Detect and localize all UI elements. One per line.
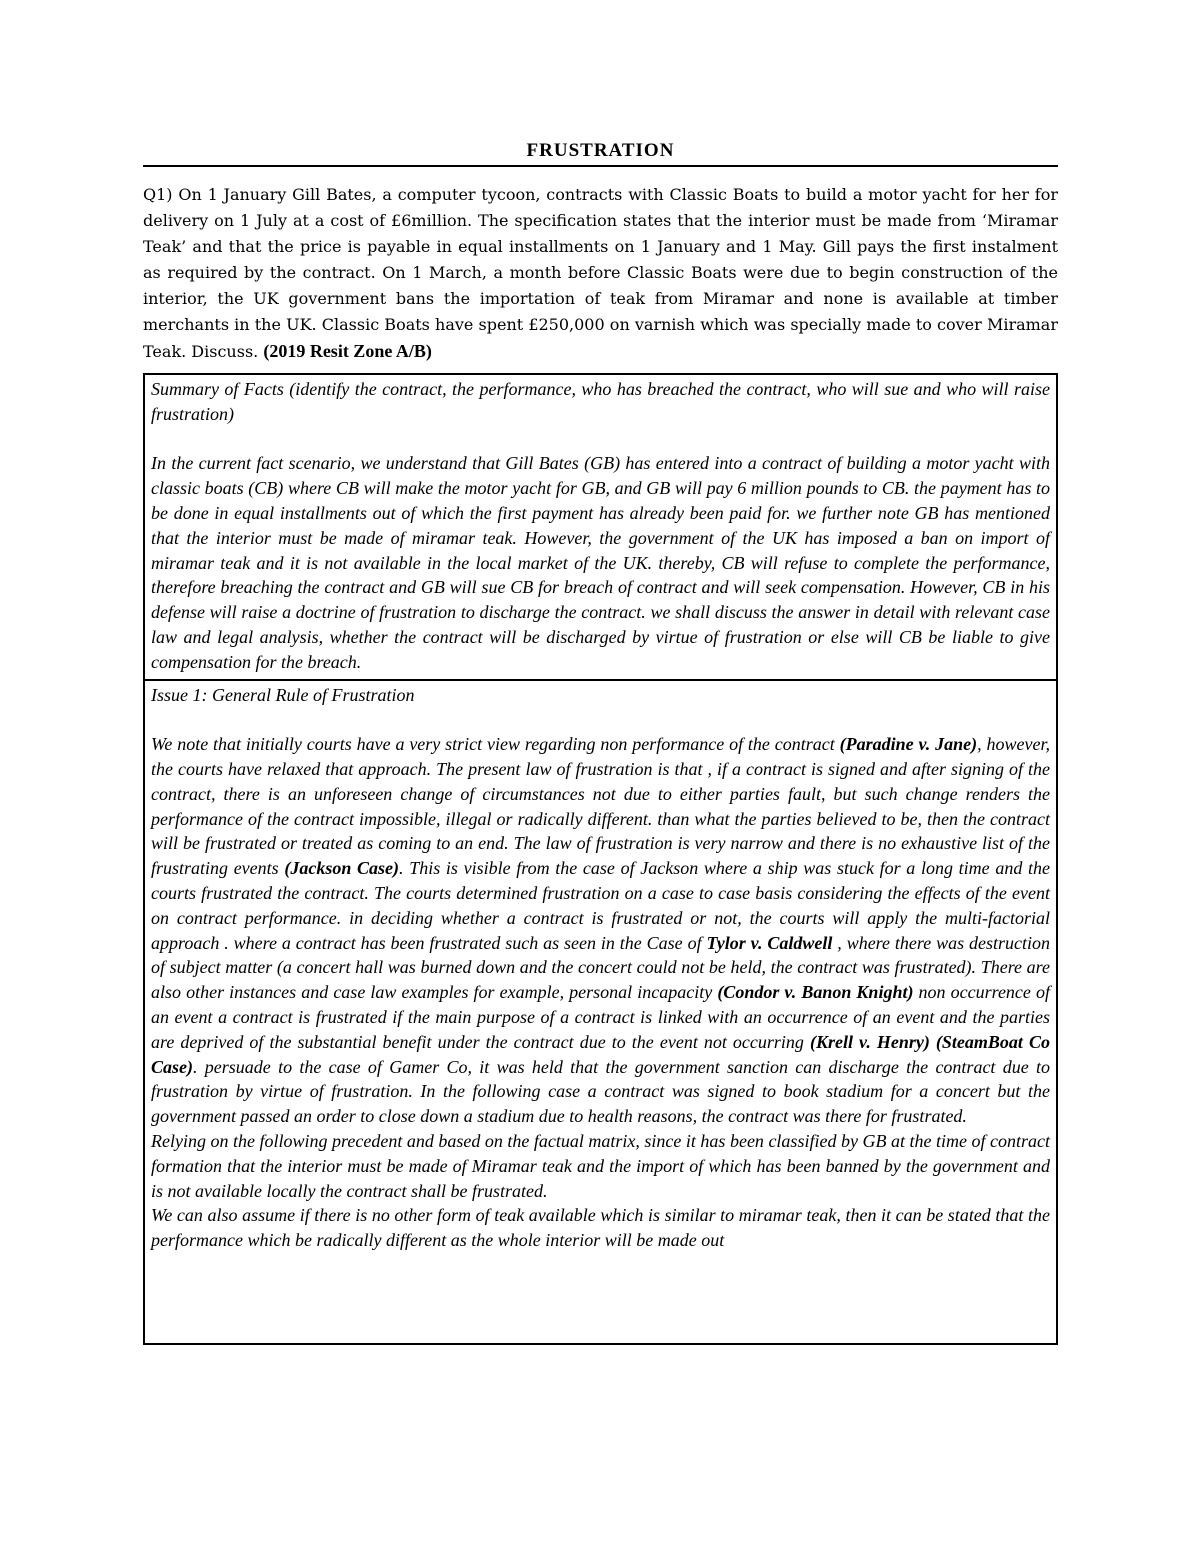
text-run: . This is visible from the case of Jackson where a ship was stuck for a long time and the courts frustrated the contract. The courts determined frustration on a case to case basis considering the effects of the event on contract performance. in deciding whether a contract is frustrated or not, the courts will apply the multi-factorial approach . where a contract has been frustrated such as seen in the Case of <box>151 858 1050 953</box>
question-text: Q1) On 1 January Gill Bates, a computer tycoon, contracts with Classic Boats to build a motor yacht for her for delivery on 1 July at a cost of £6million. The specification states that the interior must be made from ‘Miramar Teak’ and that the price is payable in equal installments on 1 January and 1 May. Gill pays the first instalment as required by the contract. On 1 March, a month before Classic Boats were due to begin construction of the interior, the UK government bans the importation of teak from Miramar and none is available at timber merchants in the UK. Classic Boats have spent £250,000 on varnish which was specially made to cover Miramar Teak. Discuss. <box>143 185 1058 361</box>
spacer <box>151 707 1050 732</box>
question-paragraph <box>143 182 1058 365</box>
issue-1-paragraph-2: Relying on the following precedent and based on the factual matrix, since it has been classified by GB at the time of contract formation that the interior must be made of Miramar teak and the import of which has been banned by the government and is not available locally the contract shall be frustrated. <box>151 1130 1050 1201</box>
question-reference: (2019 Resit Zone A/B) <box>263 341 432 361</box>
summary-of-facts-box <box>143 373 1058 681</box>
text-run: . persuade to the case of Gamer Co, it was held that the government sanction can discharge the contract due to frustration by virtue of frustration. In the following case a contract was signed to book stadium for a concert but the government passed an order to close down a stadium due to health reasons, the contract was there for frustrated. <box>151 1056 1050 1127</box>
issue-1-paragraph-1 <box>151 732 1050 1129</box>
summary-body: In the current fact scenario, we understand that Gill Bates (GB) has entered into a contract of building a motor yacht with classic boats (CB) where CB will make the motor yacht for GB, and GB will pay 6 million pounds to CB. the payment has to be done in equal installments out of which the first payment has already been paid for. we further note GB has mentioned that the interior must be made of miramar teak. However, the government of the UK has imposed a ban on import of miramar teak and it is not available in the local market of the UK. thereby, CB will refuse to complete the performance, therefore breaching the contract and GB will sue CB for breach of contract and will seek compensation. However, CB in his defense will raise a doctrine of frustration to discharge the contract. we shall discuss the answer in detail with relevant case law and legal analysis, whether the contract will be discharged by virtue of frustration or else will CB be liable to give compensation for the breach. <box>151 453 1050 672</box>
text-run: , however, the courts have relaxed that approach. The present law of frustration is that , if a contract is signed and after signing of the contract, there is an unforeseen change of circumstances not due to either parties fault, but such change renders the performance of the contract impossible, illegal or radically different. than what the parties believed to be, then the contract will be frustrated or treated as coming to an end. The law of frustration is very narrow and there is no exhaustive list of the frustrating events <box>151 734 1050 879</box>
case-citation: (Jackson Case) <box>284 858 400 879</box>
summary-heading: Summary of Facts (identify the contract, the performance, who has breached the contract, who will sue and who will raise frustration) <box>151 379 1050 424</box>
case-citation: (Krell v. Henry) (SteamBoat Co Case) <box>151 1031 1050 1077</box>
page-title: FRUSTRATION <box>143 140 1058 167</box>
text-run: non occurrence of an event a contract is frustrated if the main purpose of a contract is linked with an occurrence of an event and the parties are deprived of the substantial benefit under the contract due to the event not occurring <box>151 982 1050 1052</box>
case-citation: Tylor v. Caldwell <box>706 932 833 953</box>
text-run: , where there was destruction of subject matter (a concert hall was burned down and the concert could not be held, the contract was frustrated). There are also other instances and case law examples for example, personal incapacity <box>151 932 1050 1003</box>
text-run: We note that initially courts have a very strict view regarding non performance of the contract <box>151 734 840 755</box>
spacer <box>151 427 1050 452</box>
issue-1-paragraph-3: We can also assume if there is no other form of teak available which is similar to miramar teak, then it can be stated that the performance which be radically different as the whole interior will be made out <box>151 1205 1050 1251</box>
issue-1-heading: Issue 1: General Rule of Frustration <box>151 684 415 705</box>
case-citation: (Condor v. Banon Knight) <box>717 982 914 1003</box>
case-citation: (Paradine v. Jane) <box>839 734 978 755</box>
issue-1-box <box>143 681 1058 1345</box>
document-page <box>143 140 1058 1345</box>
